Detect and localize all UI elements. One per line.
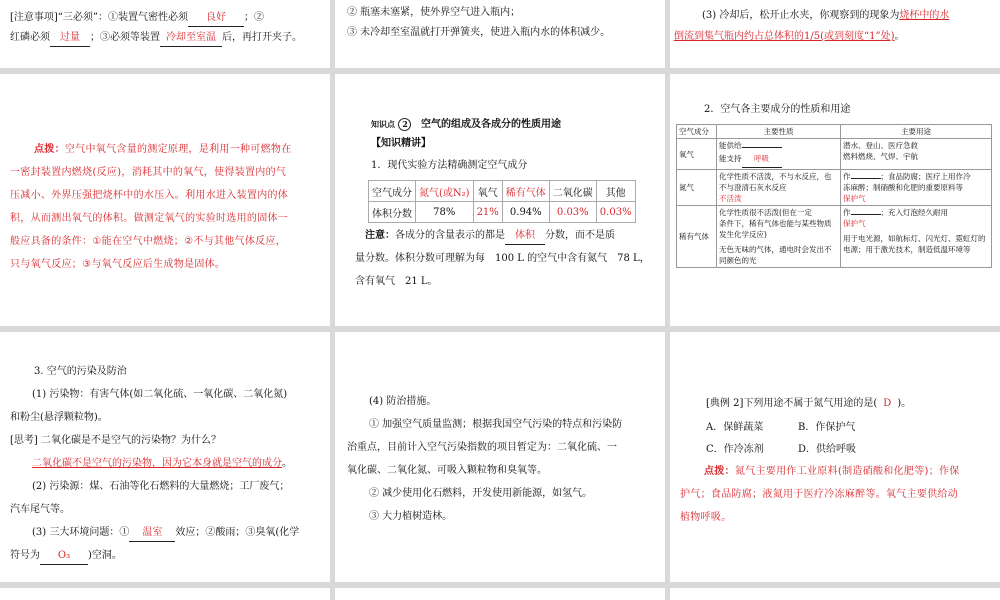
note-line: 含有氧气 21 L。 (355, 276, 438, 287)
knowledge-badge: 知识点 (371, 119, 395, 129)
option-b: B．作保护气 (798, 422, 856, 433)
table-cell (717, 139, 841, 170)
line: 倒流到集气瓶内约占总体积的1/5(或到刻度“1”处)。 (674, 31, 905, 42)
table-cell: 主要用途 (841, 125, 992, 139)
table-cell: 氮气(或N₂) (416, 181, 474, 202)
line: ③ 未冷却至室温就打开弹簧夹，使进入瓶内水的体积减少。 (347, 27, 611, 38)
answer-text: 保护气 (843, 219, 866, 228)
tip-line: 般应具备的条件：①能在空气中燃烧；②不与其他气体反应， (10, 236, 287, 247)
answer-text: 倒流到集气瓶内约占总体积的1/5(或到刻度“1”处) (674, 31, 895, 42)
tip-line: 植物呼吸。 (680, 512, 732, 523)
slide-next-3 (670, 588, 1000, 600)
slide-observation (670, 0, 1000, 68)
line: 红磷必须 过量 ；③必须等装置 冷却至室温 后，再打开夹子。 (10, 28, 302, 48)
cell-line: 能支持 呼吸 (719, 151, 838, 168)
text-line: 和粉尘(悬浮颗粒物)。 (10, 412, 108, 423)
tip-line: 护气；食品防腐；液氮用于医疗冷冻麻醉等。氧气主要供给动 (680, 489, 959, 500)
tip-line: 点拨：空气中氧气含量的测定原理，是利用一种可燃物在 (34, 144, 292, 155)
answer-blank (742, 147, 782, 148)
question-line: [典例 2]下列用途不属于氮气用途的是( D )。 (706, 398, 912, 409)
text-line: (2) 污染源：煤、石油等化石燃料的大量燃烧；工厂废气； (32, 481, 290, 492)
table-cell (717, 206, 841, 268)
item-heading: 1．现代实验方法精确测定空气成分 (371, 160, 528, 171)
answer-blank (851, 178, 881, 179)
section-title: 空气的组成及各成分的性质用途 (420, 119, 561, 130)
answer-text: 不活泼 (719, 194, 742, 203)
tip-paragraph (680, 460, 996, 529)
slide-prevention (335, 332, 665, 582)
text-line: (4) 防治措施。 (369, 396, 437, 407)
table-cell (841, 206, 992, 268)
cell-line: 用于电光源，如航标灯、闪光灯、霓虹灯的电源；用于激光技术，制造低温环境等 (843, 234, 986, 254)
answer-blank (851, 214, 881, 215)
table-cell: 体积分数 (369, 202, 416, 223)
table-cell: 二氧化碳 (549, 181, 596, 202)
table-row (677, 170, 992, 206)
table-cell: 主要性质 (717, 125, 841, 139)
cell-line: 化学性质很不活泼(但在一定 (719, 208, 812, 217)
answer-blank: 冷却至室温 (160, 30, 222, 47)
composition-table (368, 180, 636, 223)
note-line: 量分数。体积分数可理解为每 100 L 的空气中含有氮气 78 L， (355, 253, 650, 264)
table-row (369, 202, 636, 223)
slide-tip-principle (0, 74, 330, 326)
prevention-paragraph (347, 390, 661, 528)
answer-blank: 良好 (188, 10, 244, 27)
table-cell (841, 139, 992, 170)
table-cell (841, 170, 992, 206)
tip-line: 只与氧气反应；③与氧气反应后生成物是固体。 (10, 259, 226, 270)
cell-line: 冻麻醉；制硝酸和化肥的重要原料等 (843, 183, 963, 192)
section-heading (371, 114, 561, 135)
line: ② 瓶塞未塞紧，使外界空气进入瓶内； (347, 7, 521, 18)
text-line: [思考] 二氧化碳是不是空气的污染物？为什么？ (10, 435, 221, 446)
table-cell: 氮气 (677, 170, 717, 206)
tip-line: 积，从而测出氧气的体积。做测定氧气的实验时选用的固体一 (10, 213, 289, 224)
answer-text: D (883, 398, 892, 409)
cell-line: 潜水、登山、医疗急救 (843, 141, 918, 150)
option-d: D．供给呼吸 (798, 444, 857, 455)
cell-line: 无色无味的气体，通电时会发出不同颜色的光 (719, 245, 832, 265)
table-row (677, 139, 992, 170)
slide-properties-uses (670, 74, 1000, 326)
cell-line: 能供给 (719, 140, 838, 151)
table-cell (717, 170, 841, 206)
tip-line: 压减小、外界压强把烧杯中的水压入。利用水进入装置内的体 (10, 190, 289, 201)
table-row (677, 206, 992, 268)
answer-text: 二氧化碳不是空气的污染物，因为它本身就是空气的成分 (32, 458, 282, 469)
slide-air-composition (335, 74, 665, 326)
table-cell: 0.03% (596, 202, 635, 223)
table-cell: 氧气 (677, 139, 717, 170)
slide-next-2 (335, 588, 665, 600)
answer-blank: O₃ (40, 548, 88, 565)
text-line: 二氧化碳不是空气的污染物，因为它本身就是空气的成分。 (32, 458, 292, 469)
table-cell: 稀有气体 (502, 181, 549, 202)
tip-line: 一密封装置内燃烧(反应)，消耗其中的氧气，使得装置内的气 (10, 167, 287, 178)
answer-blank: 温室 (129, 525, 175, 542)
slide-example-2 (670, 332, 1000, 582)
cell-line: 条件下，稀有气体也能与某些物质发生化学反应) (719, 219, 832, 239)
table-cell: 氧气 (473, 181, 502, 202)
answer-blank: 体积 (505, 228, 545, 245)
tip-paragraph (10, 138, 326, 276)
answer-blank: 过量 (50, 30, 90, 47)
cell-line: 作 ；充入灯泡经久耐用 (843, 208, 948, 217)
table-cell: 空气成分 (677, 125, 717, 139)
answer-blank: 呼吸 (742, 151, 782, 168)
cell-line: 作 ；食品防腐；医疗上用作冷 (843, 172, 971, 181)
table-cell: 0.03% (549, 202, 596, 223)
text-line: 氧化碳、二氧化氮、可吸入颗粒物和臭氧等。 (347, 465, 547, 476)
pollution-paragraph (10, 383, 326, 567)
option-c: C．作冷冻剂 (706, 444, 764, 455)
slide-pollution (0, 332, 330, 582)
properties-table (676, 124, 992, 268)
text-line: 汽车尾气等。 (10, 504, 70, 515)
line: [注意事项]“三必须”：①装置气密性必须 良好 ；② (10, 8, 264, 28)
subheading: 【知识精讲】 (371, 138, 431, 149)
answer-text: 烧杯中的水 (899, 10, 950, 21)
knowledge-number: 2 (398, 118, 411, 131)
slide-error-reasons (335, 0, 665, 68)
text-line: ① 加强空气质量监测；根据我国空气污染的特点和污染防 (369, 419, 623, 430)
note-paragraph (355, 224, 661, 293)
table-cell: 其他 (596, 181, 635, 202)
slide-next-1 (0, 588, 330, 600)
line: (3) 冷却后，松开止水夹，你观察到的现象为烧杯中的水 (702, 10, 950, 21)
table-cell: 0.94% (502, 202, 549, 223)
table-cell: 21% (473, 202, 502, 223)
text-line: (1) 污染物：有害气体(如二氧化硫、一氧化碳、二氧化氮) (32, 389, 288, 400)
answer-text: 保护气 (843, 194, 866, 203)
text-line: ③ 大力植树造林。 (369, 511, 453, 522)
section-title: 3. 空气的污染及防治 (34, 366, 127, 377)
note-line: 注意：各成分的含量表示的都是 体积 分数，而不是质 (355, 224, 661, 247)
option-a: A．保鲜蔬菜 (706, 422, 764, 433)
table-cell: 78% (416, 202, 474, 223)
table-cell: 稀有气体 (677, 206, 717, 268)
cell-line: 燃料燃烧、气焊、宇航 (843, 152, 918, 161)
table-cell: 空气成分 (369, 181, 416, 202)
table-row (677, 125, 992, 139)
section-title: 2．空气各主要成分的性质和用途 (704, 104, 851, 115)
text-line: 符号为 O₃ )空洞。 (10, 544, 326, 567)
text-line: (3) 三大环境问题：① 温室 效应；②酸雨；③臭氧(化学 (10, 521, 326, 544)
cell-line: 化学性质不活泼，不与水反应，也不与澄清石灰水反应 (719, 172, 832, 192)
tip-line: 点拨：氮气主要用作工业原料(制造硝酸和化肥等)；作保 (704, 466, 960, 477)
table-row (369, 181, 636, 202)
text-line: 治重点，目前计入空气污染指数的项目暂定为：二氧化硫、一 (347, 442, 617, 453)
slide-precautions (0, 0, 330, 68)
text-line: ② 减少使用化石燃料，开发使用新能源，如氢气。 (369, 488, 593, 499)
